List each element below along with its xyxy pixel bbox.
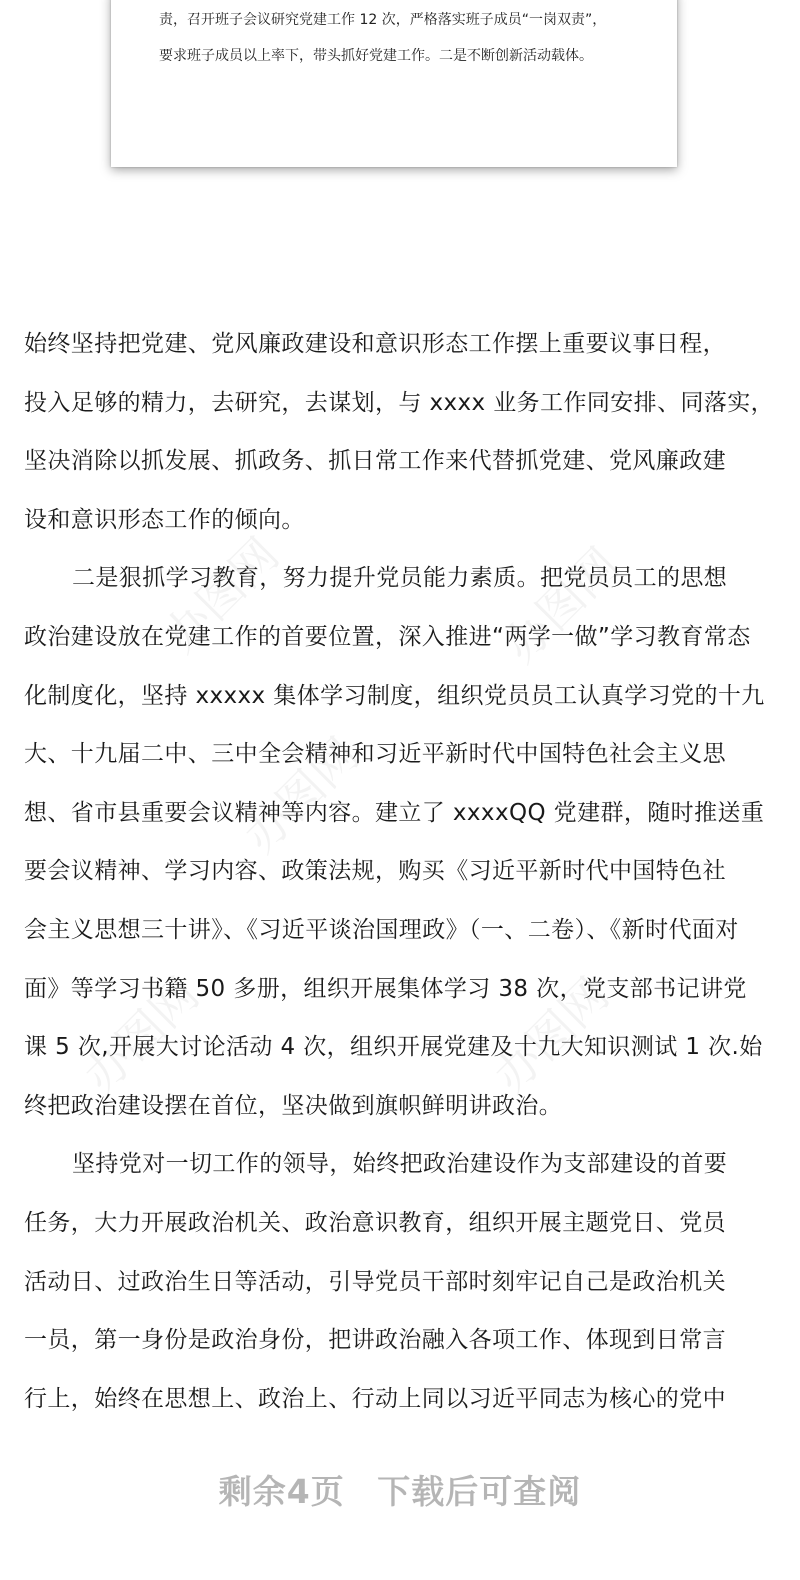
watermark: 办图网 — [73, 967, 210, 1104]
document-line: 化制度化，坚持 xxxxx 集体学习制度，组织党员员工认真学习党的十九 — [24, 682, 765, 709]
page-preview-card — [111, 0, 677, 167]
document-line: 大、十九届二中、三中全会精神和习近平新时代中国特色社会主义思 — [24, 741, 726, 768]
document-line: 政治建设放在党建工作的首要位置，深入推进“两学一做”学习教育常态 — [24, 623, 751, 650]
document-line: 想、省市县重要会议精神等内容。建立了 xxxxQQ 党建群，随时推送重 — [24, 799, 765, 826]
document-line: 活动日、过政治生日等活动，引导党员干部时刻牢记自己是政治机关 — [24, 1268, 726, 1295]
document-line: 行上，始终在思想上、政治上、行动上同以习近平同志为核心的党中 — [24, 1385, 726, 1412]
document-line: 任务，大力开展政治机关、政治意识教育，组织开展主题党日、党员 — [24, 1209, 726, 1236]
document-line: 课 5 次,开展大讨论活动 4 次，组织开展党建及十九大知识测试 1 次.始 — [24, 1034, 763, 1061]
document-line: 设和意识形态工作的倾向。 — [24, 506, 305, 533]
preview-line: 要求班子成员以上率下，带头抓好党建工作。二是不断创新活动载体。 — [159, 48, 593, 64]
document-line: 面》等学习书籍 50 多册，组织开展集体学习 38 次，党支部书记讲党 — [24, 975, 747, 1002]
document-line: 会主义思想三十讲》、《习近平谈治国理政》（一、二卷）、《新时代面对 — [24, 916, 739, 943]
document-line: 一员，第一身份是政治身份，把讲政治融入各项工作、体现到日常言 — [24, 1327, 726, 1354]
document-line: 二是狠抓学习教育，努力提升党员能力素质。把党员员工的思想 — [72, 565, 728, 592]
document-line: 投入足够的精力，去研究，去谋划，与 xxxx 业务工作同安排、同落实， — [24, 389, 775, 416]
document-line: 终把政治建设摆在首位，坚决做到旗帜鲜明讲政治。 — [24, 1092, 563, 1119]
watermark: 办图网 — [233, 727, 370, 864]
preview-line: 责，召开班子会议研究党建工作 12 次，严格落实班子成员“一岗双责”， — [159, 12, 607, 28]
document-line: 坚决消除以抓发展、抓政务、抓日常工作来代替抓党建、党风廉政建 — [24, 448, 726, 475]
watermark: 办图网 — [493, 537, 630, 674]
document-body — [24, 322, 776, 1435]
document-line: 坚持党对一切工作的领导，始终把政治建设作为支部建设的首要 — [72, 1151, 728, 1178]
document-line: 始终坚持把党建、党风廉政建设和意识形态工作摆上重要议事日程， — [24, 331, 726, 357]
watermark: 办图网 — [153, 527, 290, 664]
watermark: 办图网 — [483, 967, 620, 1104]
download-to-read-prompt[interactable]: 剩余4页 下载后可查阅 — [218, 1472, 582, 1511]
document-line: 要会议精神、学习内容、政策法规，购买《习近平新时代中国特色社 — [24, 858, 726, 885]
